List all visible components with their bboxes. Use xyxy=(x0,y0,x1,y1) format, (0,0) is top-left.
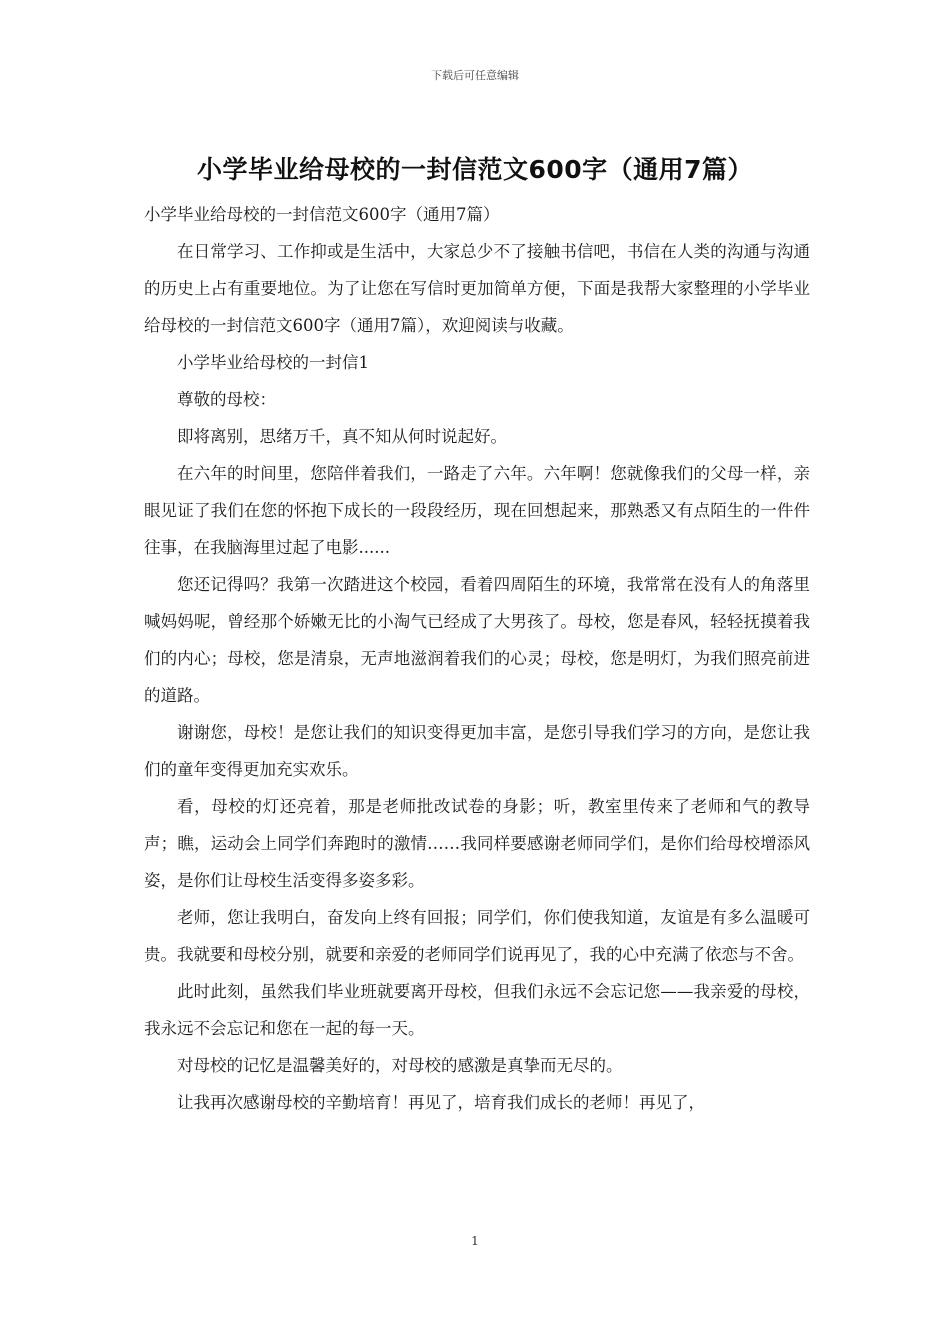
body-paragraph: 此时此刻，虽然我们毕业班就要离开母校，但我们永远不会忘记您——我亲爱的母校，我永远不会忘记和您在一起的每一天。 xyxy=(144,982,810,1038)
letter-heading: 小学毕业给母校的一封信1 xyxy=(177,353,369,372)
body-paragraph: 谢谢您，母校！是您让我们的知识变得更加丰富，是您引导我们学习的方向，是您让我们的童年变得更加充实欢乐。 xyxy=(144,723,810,779)
body-paragraph: 对母校的记忆是温馨美好的，对母校的感激是真挚而无尽的。 xyxy=(177,1056,623,1075)
body-paragraph: 即将离别，思绪万千，真不知从何时说起好。 xyxy=(177,427,507,446)
intro-paragraph: 在日常学习、工作抑或是生活中，大家总少不了接触书信吧，书信在人类的沟通与沟通的历史上占有重要地位。为了让您在写信时更加简单方便，下面是我帮大家整理的小学毕业给母校的一封信范文600字（通用7篇），欢迎阅读与收藏。 xyxy=(144,242,810,335)
page-number: 1 xyxy=(471,1234,479,1248)
body-paragraph: 您还记得吗？我第一次踏进这个校园，看着四周陌生的环境，我常常在没有人的角落里喊妈妈呢，曾经那个娇嫩无比的小淘气已经成了大男孩了。母校，您是春风，轻轻抚摸着我们的内心；母校，您是清泉，无声地滋润着我们的心灵；母校，您是明灯，为我们照亮前进的道路。 xyxy=(144,575,810,705)
header-note: 下载后可任意编辑 xyxy=(431,69,519,82)
body-paragraph: 老师，您让我明白，奋发向上终有回报；同学们，你们使我知道，友谊是有多么温暖可贵。我就要和母校分别，就要和亲爱的老师同学们说再见了，我的心中充满了依恋与不舍。 xyxy=(144,908,810,964)
body-paragraph: 让我再次感谢母校的辛勤培育！再见了，培育我们成长的老师！再见了， xyxy=(177,1093,705,1112)
body-paragraph: 在六年的时间里，您陪伴着我们，一路走了六年。六年啊！您就像我们的父母一样，亲眼见证了我们在您的怀抱下成长的一段段经历，现在回想起来，那熟悉又有点陌生的一件件往事，在我脑海里过起了电影...... xyxy=(144,464,810,557)
document-title: 小学毕业给母校的一封信范文600字（通用7篇） xyxy=(196,155,754,184)
salutation: 尊敬的母校： xyxy=(177,390,276,409)
document-body xyxy=(144,196,810,1121)
body-paragraph: 看，母校的灯还亮着，那是老师批改试卷的身影；听，教室里传来了老师和气的教导声；瞧，运动会上同学们奔跑时的激情……我同样要感谢老师同学们，是你们给母校增添风姿，是你们让母校生活变得多姿多彩。 xyxy=(144,797,810,890)
subtitle-line: 小学毕业给母校的一封信范文600字（通用7篇） xyxy=(144,205,500,224)
